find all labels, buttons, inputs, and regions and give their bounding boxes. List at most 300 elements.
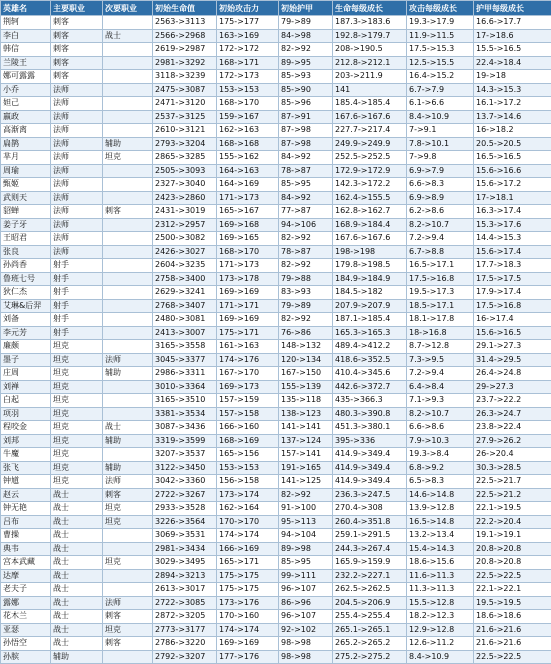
hero-name-cell: 扁鹊 <box>1 137 51 151</box>
table-cell: 7->9.8 <box>407 151 474 165</box>
table-cell: 451.3->380.1 <box>333 421 407 435</box>
table-cell: 18.2->12.3 <box>407 610 474 624</box>
table-cell: 19.1->19.1 <box>474 529 551 543</box>
table-cell: 98->98 <box>279 637 333 651</box>
table-cell: 252.5->252.5 <box>333 151 407 165</box>
table-cell <box>103 124 153 138</box>
table-cell: 170->170 <box>217 515 279 529</box>
table-cell: 7.1->9.3 <box>407 394 474 408</box>
table-cell: 法师 <box>51 83 103 97</box>
table-cell: 2500->3082 <box>153 232 217 246</box>
table-cell: 法师 <box>51 191 103 205</box>
hero-name-cell: 刘备 <box>1 313 51 327</box>
table-cell: 2792->3207 <box>153 650 217 664</box>
hero-name-cell: 钟无艳 <box>1 502 51 516</box>
table-cell: 165.3->165.3 <box>333 326 407 340</box>
table-cell: 战士 <box>51 637 103 651</box>
table-row <box>1 434 551 448</box>
table-cell: 14.6->14.8 <box>407 488 474 502</box>
table-cell: 85->95 <box>279 556 333 570</box>
table-cell <box>103 394 153 408</box>
table-cell: 168->170 <box>217 245 279 259</box>
table-cell: 89->95 <box>279 56 333 70</box>
table-cell: 173->176 <box>217 596 279 610</box>
table-cell: 射手 <box>51 286 103 300</box>
hero-name-cell: 周瑜 <box>1 164 51 178</box>
hero-name-cell: 艾琳&后羿 <box>1 299 51 313</box>
table-cell: 12.9->12.8 <box>407 623 474 637</box>
table-cell <box>103 164 153 178</box>
table-row <box>1 475 551 489</box>
table-cell: 22.1->19.5 <box>474 502 551 516</box>
table-cell: 30.3->28.5 <box>474 461 551 475</box>
table-row <box>1 623 551 637</box>
table-row <box>1 515 551 529</box>
table-cell: 7.8->10.1 <box>407 137 474 151</box>
table-cell <box>103 448 153 462</box>
table-cell: 坦克 <box>51 434 103 448</box>
table-cell: 战士 <box>51 529 103 543</box>
table-cell: 395->336 <box>333 434 407 448</box>
table-cell: 射手 <box>51 259 103 273</box>
table-cell: 418.6->352.5 <box>333 353 407 367</box>
table-cell: 法师 <box>103 353 153 367</box>
table-cell <box>103 326 153 340</box>
table-cell: 22.5->21.7 <box>474 475 551 489</box>
table-cell: 3045->3377 <box>153 353 217 367</box>
table-cell: 167->170 <box>217 367 279 381</box>
table-cell <box>103 542 153 556</box>
table-cell: 20.8->20.8 <box>474 542 551 556</box>
table-cell: 18.5->17.1 <box>407 299 474 313</box>
table-cell: 170->160 <box>217 610 279 624</box>
table-cell: 7.2->9.4 <box>407 232 474 246</box>
table-cell: 6.4->8.4 <box>407 380 474 394</box>
table-row <box>1 178 551 192</box>
table-cell <box>103 191 153 205</box>
table-cell: 77->87 <box>279 205 333 219</box>
table-cell: 166->169 <box>217 542 279 556</box>
table-cell: 85->95 <box>279 178 333 192</box>
table-cell: 167.6->167.6 <box>333 232 407 246</box>
table-cell: 79->88 <box>279 272 333 286</box>
table-cell: 175->171 <box>217 326 279 340</box>
table-cell: 184.9->184.9 <box>333 272 407 286</box>
table-cell: 84->92 <box>279 151 333 165</box>
table-cell: 159->167 <box>217 110 279 124</box>
table-cell: 87->98 <box>279 124 333 138</box>
table-cell: 2981->3292 <box>153 56 217 70</box>
table-cell: 442.6->372.7 <box>333 380 407 394</box>
table-cell: 2758->3400 <box>153 272 217 286</box>
table-cell: 157->141 <box>279 448 333 462</box>
table-cell: 26.4->24.8 <box>474 367 551 381</box>
table-cell: 2981->3434 <box>153 542 217 556</box>
table-cell <box>103 529 153 543</box>
hero-name-cell: 姜子牙 <box>1 218 51 232</box>
table-cell: 6.9->8.9 <box>407 191 474 205</box>
table-row <box>1 97 551 111</box>
hero-name-cell: 墨子 <box>1 353 51 367</box>
table-cell: 198->198 <box>333 245 407 259</box>
hero-name-cell: 荆轲 <box>1 16 51 30</box>
table-cell: 141->141 <box>279 421 333 435</box>
table-cell: 29->27.3 <box>474 380 551 394</box>
table-cell: 13.7->14.6 <box>474 110 551 124</box>
table-cell: 战士 <box>51 596 103 610</box>
table-cell: 16.6->17.7 <box>474 16 551 30</box>
table-cell: 212.8->212.1 <box>333 56 407 70</box>
table-cell: 87->91 <box>279 110 333 124</box>
table-cell: 179.8->198.5 <box>333 259 407 273</box>
table-cell <box>103 97 153 111</box>
table-cell: 169->173 <box>217 380 279 394</box>
table-cell: 2566->2968 <box>153 29 217 43</box>
table-cell: 16.1->17.2 <box>474 97 551 111</box>
table-cell: 辅助 <box>103 461 153 475</box>
table-cell <box>103 299 153 313</box>
table-cell: 8.2->10.7 <box>407 218 474 232</box>
table-cell: 战士 <box>103 421 153 435</box>
table-row <box>1 421 551 435</box>
table-cell: 法师 <box>51 151 103 165</box>
table-row <box>1 83 551 97</box>
table-cell: 172->173 <box>217 70 279 84</box>
hero-name-cell: 庄周 <box>1 367 51 381</box>
table-cell: 79->89 <box>279 16 333 30</box>
table-cell: 刺客 <box>103 610 153 624</box>
table-cell: 2426->3027 <box>153 245 217 259</box>
table-cell: 85->90 <box>279 83 333 97</box>
hero-name-cell: 刘禅 <box>1 380 51 394</box>
table-row <box>1 488 551 502</box>
table-cell <box>103 218 153 232</box>
table-cell: 法师 <box>51 205 103 219</box>
table-cell: 20.5->20.5 <box>474 137 551 151</box>
table-cell <box>103 110 153 124</box>
table-cell: 法师 <box>51 97 103 111</box>
hero-name-cell: 韩信 <box>1 43 51 57</box>
table-cell: 175->175 <box>217 569 279 583</box>
table-cell: 法师 <box>103 475 153 489</box>
table-cell: 16.3->17.4 <box>474 205 551 219</box>
table-cell: 17.5->17.5 <box>474 272 551 286</box>
table-cell: 8.2->10.7 <box>407 407 474 421</box>
table-cell: 172.9->172.9 <box>333 164 407 178</box>
table-row <box>1 407 551 421</box>
table-cell: 刺客 <box>103 205 153 219</box>
table-row <box>1 151 551 165</box>
table-row <box>1 70 551 84</box>
table-cell: 137->124 <box>279 434 333 448</box>
table-cell: 2933->3528 <box>153 502 217 516</box>
table-cell: 227.7->217.4 <box>333 124 407 138</box>
table-cell: 刺客 <box>51 43 103 57</box>
table-cell: 12.6->11.2 <box>407 637 474 651</box>
table-cell: 战士 <box>51 488 103 502</box>
table-cell: 22.4->18.4 <box>474 56 551 70</box>
table-cell: 23.7->22.2 <box>474 394 551 408</box>
table-cell: 18.6->15.6 <box>407 556 474 570</box>
table-cell: 法师 <box>103 596 153 610</box>
table-cell: 法师 <box>51 218 103 232</box>
table-cell: 185.4->185.4 <box>333 97 407 111</box>
table-cell: 96->107 <box>279 610 333 624</box>
hero-name-cell: 高渐离 <box>1 124 51 138</box>
column-header: 初始护甲 <box>279 1 333 16</box>
hero-name-cell: 典韦 <box>1 542 51 556</box>
table-cell: 辅助 <box>103 137 153 151</box>
table-cell: 203->211.9 <box>333 70 407 84</box>
table-row <box>1 29 551 43</box>
table-row <box>1 313 551 327</box>
table-cell: 168->170 <box>217 97 279 111</box>
table-cell: 16.5->17.1 <box>407 259 474 273</box>
hero-name-cell: 孙悟空 <box>1 637 51 651</box>
table-cell: 22.2->20.4 <box>474 515 551 529</box>
table-cell: 15.4->14.3 <box>407 542 474 556</box>
table-cell: 2610->3121 <box>153 124 217 138</box>
table-row <box>1 448 551 462</box>
table-cell: 坦克 <box>103 515 153 529</box>
table-cell: 2327->3040 <box>153 178 217 192</box>
table-cell: 17->18.6 <box>474 29 551 43</box>
table-cell: 244.3->267.4 <box>333 542 407 556</box>
table-cell: 167->150 <box>279 367 333 381</box>
table-cell: 15.5->16.5 <box>474 43 551 57</box>
table-cell: 162->164 <box>217 502 279 516</box>
table-cell: 法师 <box>51 232 103 246</box>
hero-name-cell: 娜可露露 <box>1 70 51 84</box>
table-cell: 19->18 <box>474 70 551 84</box>
table-cell: 15.3->17.6 <box>474 218 551 232</box>
table-cell: 辅助 <box>103 434 153 448</box>
table-cell: 174->174 <box>217 529 279 543</box>
table-cell: 战士 <box>51 583 103 597</box>
column-header: 护甲每级成长 <box>474 1 551 16</box>
table-cell: 辅助 <box>51 650 103 664</box>
table-cell: 165.9->159.9 <box>333 556 407 570</box>
table-row <box>1 16 551 30</box>
table-row <box>1 205 551 219</box>
table-row <box>1 124 551 138</box>
table-cell: 坦克 <box>51 421 103 435</box>
table-cell: 165->167 <box>217 205 279 219</box>
table-cell: 82->92 <box>279 43 333 57</box>
table-cell: 21.6->21.6 <box>474 637 551 651</box>
table-cell: 172->172 <box>217 43 279 57</box>
table-cell: 6.7->7.9 <box>407 83 474 97</box>
table-cell: 2413->3007 <box>153 326 217 340</box>
table-cell: 20.8->20.8 <box>474 556 551 570</box>
hero-name-cell: 曹操 <box>1 529 51 543</box>
table-cell: 坦克 <box>51 448 103 462</box>
table-row <box>1 326 551 340</box>
table-cell: 141 <box>333 83 407 97</box>
table-cell: 162.8->162.7 <box>333 205 407 219</box>
table-cell <box>103 56 153 70</box>
table-row <box>1 232 551 246</box>
table-row <box>1 569 551 583</box>
table-cell: 174->174 <box>217 623 279 637</box>
table-cell: 法师 <box>51 245 103 259</box>
hero-name-cell: 小乔 <box>1 83 51 97</box>
table-cell: 2312->2957 <box>153 218 217 232</box>
table-cell: 17.5->16.8 <box>407 272 474 286</box>
table-cell: 86->96 <box>279 596 333 610</box>
table-cell: 85->96 <box>279 97 333 111</box>
table-cell: 3010->3364 <box>153 380 217 394</box>
table-cell: 刺客 <box>51 70 103 84</box>
table-cell: 坦克 <box>51 340 103 354</box>
table-cell: 26.3->24.7 <box>474 407 551 421</box>
hero-name-cell: 钟馗 <box>1 475 51 489</box>
table-row <box>1 596 551 610</box>
table-cell: 16->17.4 <box>474 313 551 327</box>
table-cell: 153->153 <box>217 461 279 475</box>
table-cell: 167.6->167.6 <box>333 110 407 124</box>
table-row <box>1 191 551 205</box>
table-cell: 82->92 <box>279 313 333 327</box>
table-cell: 135->118 <box>279 394 333 408</box>
table-cell: 2768->3407 <box>153 299 217 313</box>
table-cell: 262.5->262.5 <box>333 583 407 597</box>
table-cell: 489.4->412.2 <box>333 340 407 354</box>
table-cell: 204.5->206.9 <box>333 596 407 610</box>
column-header: 次要职业 <box>103 1 153 16</box>
hero-name-cell: 牛魔 <box>1 448 51 462</box>
table-cell: 3042->3360 <box>153 475 217 489</box>
table-cell: 163->169 <box>217 29 279 43</box>
table-cell: 164->169 <box>217 178 279 192</box>
table-cell <box>103 43 153 57</box>
table-cell: 236.3->247.5 <box>333 488 407 502</box>
hero-name-cell: 程咬金 <box>1 421 51 435</box>
table-cell: 27.9->26.2 <box>474 434 551 448</box>
table-cell: 2773->3177 <box>153 623 217 637</box>
table-cell: 169->169 <box>217 637 279 651</box>
table-cell: 157->158 <box>217 407 279 421</box>
hero-name-cell: 王昭君 <box>1 232 51 246</box>
table-cell: 168.9->184.4 <box>333 218 407 232</box>
hero-name-cell: 张良 <box>1 245 51 259</box>
hero-name-cell: 鲁班七号 <box>1 272 51 286</box>
table-cell: 2475->3087 <box>153 83 217 97</box>
table-cell: 15.6->16.5 <box>474 326 551 340</box>
table-cell: 16.5->16.5 <box>474 151 551 165</box>
table-cell: 2722->3267 <box>153 488 217 502</box>
table-cell: 82->92 <box>279 232 333 246</box>
table-cell: 坦克 <box>51 461 103 475</box>
hero-name-cell: 嬴政 <box>1 110 51 124</box>
table-cell: 410.4->345.6 <box>333 367 407 381</box>
table-cell: 22.5->21.2 <box>474 488 551 502</box>
table-cell: 22.5->22.5 <box>474 650 551 664</box>
table-cell: 174->176 <box>217 353 279 367</box>
table-cell: 82->92 <box>279 259 333 273</box>
table-row <box>1 245 551 259</box>
table-cell: 刺客 <box>51 56 103 70</box>
table-cell: 16.5->14.8 <box>407 515 474 529</box>
table-cell: 173->178 <box>217 272 279 286</box>
table-cell: 战士 <box>51 610 103 624</box>
hero-name-cell: 孙膑 <box>1 650 51 664</box>
table-cell: 82->92 <box>279 488 333 502</box>
table-cell: 3118->3239 <box>153 70 217 84</box>
hero-name-cell: 露娜 <box>1 596 51 610</box>
table-cell: 95->113 <box>279 515 333 529</box>
table-cell: 141->125 <box>279 475 333 489</box>
table-cell: 战士 <box>51 502 103 516</box>
table-cell <box>103 340 153 354</box>
table-cell: 153->153 <box>217 83 279 97</box>
table-row <box>1 583 551 597</box>
table-cell: 19.3->8.4 <box>407 448 474 462</box>
table-cell: 11.9->11.5 <box>407 29 474 43</box>
table-cell: 7.9->10.3 <box>407 434 474 448</box>
table-cell: 法师 <box>51 110 103 124</box>
table-cell: 2722->3085 <box>153 596 217 610</box>
table-cell <box>103 380 153 394</box>
table-cell: 2480->3081 <box>153 313 217 327</box>
table-cell: 148->132 <box>279 340 333 354</box>
table-cell: 156->158 <box>217 475 279 489</box>
table-cell: 94->106 <box>279 218 333 232</box>
table-body <box>1 16 551 664</box>
table-cell: 87->98 <box>279 137 333 151</box>
hero-name-cell: 芈月 <box>1 151 51 165</box>
table-cell: 3122->3450 <box>153 461 217 475</box>
table-cell: 法师 <box>51 137 103 151</box>
table-row <box>1 650 551 664</box>
table-cell: 战士 <box>51 623 103 637</box>
table-cell <box>103 245 153 259</box>
table-cell: 17->18.1 <box>474 191 551 205</box>
hero-name-cell: 狄仁杰 <box>1 286 51 300</box>
column-header: 主要职业 <box>51 1 103 16</box>
column-header: 初始生命值 <box>153 1 217 16</box>
table-cell: 2872->3205 <box>153 610 217 624</box>
table-cell: 17.9->17.4 <box>474 286 551 300</box>
table-cell: 2894->3213 <box>153 569 217 583</box>
hero-name-cell: 李白 <box>1 29 51 43</box>
table-cell: 480.3->390.8 <box>333 407 407 421</box>
table-cell <box>103 286 153 300</box>
table-cell <box>103 178 153 192</box>
table-cell <box>103 83 153 97</box>
hero-name-cell: 亚瑟 <box>1 623 51 637</box>
table-row <box>1 556 551 570</box>
table-row <box>1 502 551 516</box>
table-row <box>1 380 551 394</box>
table-cell: 191->165 <box>279 461 333 475</box>
table-cell: 414.9->349.4 <box>333 475 407 489</box>
hero-name-cell: 孙尚香 <box>1 259 51 273</box>
table-cell: 3087->3436 <box>153 421 217 435</box>
table-cell: 2431->3019 <box>153 205 217 219</box>
table-row <box>1 367 551 381</box>
table-cell: 坦克 <box>51 475 103 489</box>
hero-name-cell: 达摩 <box>1 569 51 583</box>
table-cell: 29.1->27.3 <box>474 340 551 354</box>
column-header: 生命每级成长 <box>333 1 407 16</box>
table-cell: 19.5->17.3 <box>407 286 474 300</box>
table-cell: 18.1->17.8 <box>407 313 474 327</box>
table-cell: 173->174 <box>217 488 279 502</box>
table-cell: 16->18.2 <box>474 124 551 138</box>
table-cell: 坦克 <box>51 407 103 421</box>
table-cell: 166->160 <box>217 421 279 435</box>
